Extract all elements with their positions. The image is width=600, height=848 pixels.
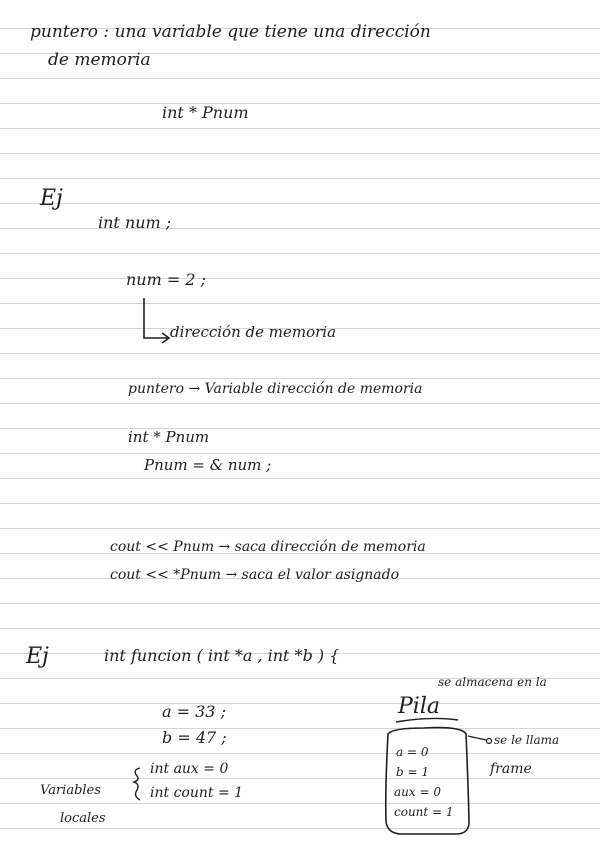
definition-line-1: puntero : una variable que tiene una dirección: [30, 22, 431, 42]
example-label-2: Ej: [26, 644, 49, 669]
stack-frame-box: [386, 728, 469, 834]
pointer-description: puntero → Variable dirección de memoria: [128, 381, 423, 397]
brace-icon: [134, 768, 140, 800]
local-variables-label-1: Variables: [40, 783, 101, 798]
frame-label: frame: [490, 761, 532, 777]
code-b-assign: b = 47 ;: [162, 728, 227, 747]
frame-arrow-dot-icon: [487, 739, 492, 744]
cout-value-line: cout << *Pnum → saca el valor asignado: [110, 567, 400, 583]
pointer-declaration: int * Pnum: [162, 103, 249, 122]
stored-in-label: se almacena en la: [438, 675, 547, 689]
annotation-memory-address: dirección de memoria: [170, 323, 337, 341]
stack-title: Pila: [398, 694, 440, 719]
cout-address-line: cout << Pnum → saca dirección de memoria: [110, 539, 426, 555]
stack-title-underline: [396, 718, 458, 722]
function-signature: int funcion ( int *a , int *b ) {: [104, 646, 340, 665]
local-var-aux: int aux = 0: [150, 761, 229, 777]
code-a-assign: a = 33 ;: [162, 702, 226, 721]
stack-entry-count: count = 1: [394, 805, 454, 819]
bent-arrow-icon: [144, 298, 168, 338]
called-label: se le llama: [494, 733, 560, 747]
stack-entry-a: a = 0: [396, 745, 429, 759]
code-int-pnum: int * Pnum: [128, 428, 210, 446]
code-pnum-assign: Pnum = & num ;: [144, 456, 272, 474]
stack-entry-aux: aux = 0: [394, 785, 441, 799]
code-int-num: int num ;: [98, 213, 172, 232]
definition-line-2: de memoria: [48, 50, 151, 70]
frame-arrow-icon: [468, 736, 486, 740]
example-label-1: Ej: [40, 186, 63, 211]
local-var-count: int count = 1: [150, 785, 244, 801]
stack-entry-b: b = 1: [396, 765, 429, 779]
code-num-assign: num = 2 ;: [126, 270, 207, 289]
local-variables-label-2: locales: [60, 811, 106, 826]
